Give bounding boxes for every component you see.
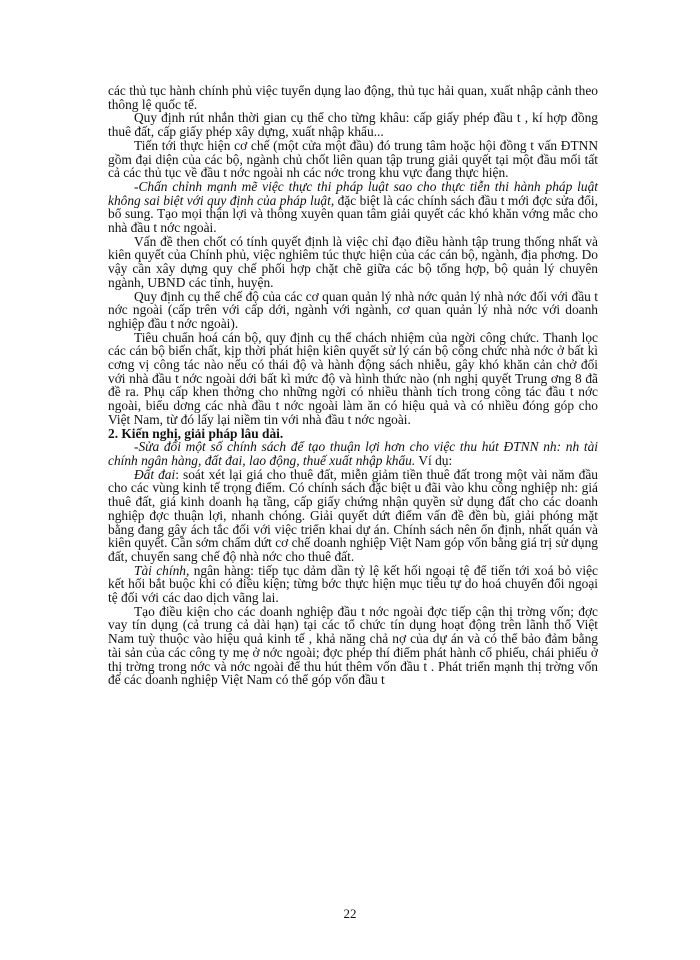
paragraph-p3 [108, 139, 598, 180]
italic-text-run: Đất đai [134, 466, 176, 482]
paragraph-p2 [108, 111, 598, 138]
document-body [108, 84, 598, 687]
italic-text-run: -Sửa đổi một số chính sách để tạo thuận lợi hơn cho việc thu hút ĐTNN nh: nh tài chính ngân hàng, đất đai, lao động, thuế xuất nhập khẩu. [108, 439, 598, 468]
paragraph-p5 [108, 235, 598, 290]
paragraph-p9 [108, 440, 598, 467]
paragraph-p10 [108, 468, 598, 564]
text-run: Vấn đề then chốt có tính quyết định là việc chỉ đạo điều hành tập trung thống nhất và kiên quyết của Chính phủ, việc nghiêm túc thực hiện của các cán bộ, ngành, địa phơng. Do vậy cần xây dựng quy chế phối hợp chặt chẽ giữa các bộ tổng hợp, bộ quản lý chuyên ngành, UBND các tỉnh, huyện. [108, 233, 598, 290]
text-run: : soát xét lại giá cho thuê đất, miễn giảm tiền thuê đất trong một vài năm đầu cho các vùng kinh tế trọng điểm. Có chính sách đặc biệt u đãi vào khu công nghiệp nh: giá thuê đất, giá kinh doanh hạ tầng, cấp giấy chứng nhận quyền sử dụng đất cho các doanh nghiệp đợc thuận lợi, nhanh chóng. Giải quyết dứt điểm vấn đề đền bù, giải phóng mặt bằng đang gây ách tắc đối với việc triển khai dự án. Chính sách nên ổn định, nhất quán và kiên quyết. Cần sớm chấm dứt cơ chế doanh nghiệp Việt Nam góp vốn bằng giá trị sử dụng đất, chuyển sang chế độ nhà nớc cho thuê đất. [108, 466, 598, 564]
text-run: 2. Kiến nghị, giải pháp lâu dài. [108, 425, 284, 441]
paragraph-p4 [108, 180, 598, 235]
italic-text-run: Tài chính [134, 562, 186, 578]
text-run: Quy định cụ thể chế độ của các cơ quan quản lý nhà nớc quản lý nhà nớc đối với đầu t nớc ngoài (cấp trên với cấp dới, ngành với ngành, cơ quan quản lý nhà nớc với doanh nghiệp đầu t nớc ngoài). [108, 288, 598, 331]
italic-text-run: -Chấn chỉnh mạnh mẽ việc thực thi pháp luật sao cho thực tiễn thi hành pháp luật không sai biệt với quy định của pháp luật, [108, 178, 598, 208]
text-run: , ngân hàng: tiếp tục dảm dần tỷ lệ kết hối ngoại tệ để tiến tới xoá bỏ việc kết hối bắt buộc khi có điều kiện; từng bớc thực hiện mục tiêu tự do hoá chuyển đổi ngoại tệ đối với các dao dịch vãng lai. [108, 562, 598, 606]
text-run: Tiến tới thực hiện cơ chế (một cửa một đầu) đó trung tâm hoặc hội đồng t vấn ĐTNN gồm đại diện của các bộ, ngành chủ chốt liên quan tập trung giải quyết tại một đầu mối tất cả các thủ tục về đầu t nớc ngoài nh các nớc trong khu vực đang thực hiện. [108, 137, 598, 181]
text-run: Tạo điều kiện cho các doanh nghiệp đầu t nớc ngoài đợc tiếp cận thị trờng vốn; đợc vay tín dụng (cả trung cả dài hạn) tại các tổ chức tín dụng hoạt động trên lãnh thổ Việt Nam tuỳ thuộc vào hiệu quả kinh tế , khả năng chả nợ của dự án và có thể bảo đảm bằng tài sản của các công ty mẹ ở nớc ngoài; đợc phép thí điểm phát hành cổ phiếu, chái phiếu ở thị trờng trong nớc và nớc ngoài để thu hút thêm vốn đầu t . Phát triển mạnh thị trờng vốn để các doanh nghiệp Việt Nam có thể góp vốn đầu t [108, 603, 598, 688]
text-run: đặc biệt là các chính sách đầu t mới đợc sửa đổi, bổ sung. Tạo mọi thận lợi và thông xuyên quan tâm giải quyết các khó khăn vớng mắc cho nhà đầu t nớc ngoài. [108, 192, 598, 236]
text-run: Quy định rút nhắn thời gian cụ thể cho từng khâu: cấp giấy phép đầu t , kí hợp đồng thuê đất, cấp giấy phép xây dựng, xuất nhập khẩu... [108, 110, 598, 140]
paragraph-p12 [108, 605, 598, 687]
paragraph-p1 [108, 84, 598, 111]
paragraph-p6 [108, 290, 598, 331]
page-number: 22 [343, 906, 357, 921]
section-heading [108, 427, 598, 441]
paragraph-p7 [108, 331, 598, 427]
text-run: các thủ tục hành chính phủ việc tuyển dụng lao động, thủ tục hải quan, xuất nhập cảnh theo thông lệ quốc tế. [108, 83, 598, 112]
paragraph-p11 [108, 564, 598, 605]
text-run: Tiêu chuẩn hoá cán bộ, quy định cụ thể chách nhiệm của ngời công chức. Thanh lọc các cán bộ biến chất, kịp thời phát hiện kiên quyết sử lý cán bộ công chức nhà nớc ở bất kì cơng vị công tác nào nếu có thái độ và hành động sách nhiễu, gây khó khăn cản chở đối với nhà đầu t nớc ngoài dới bất kì mức độ và hình thức nào (nh nghị quyết Trung ơng 8 đã đề ra. Phụ cấp khen thởng cho những ngời có nhiều thành tích trong công tác đầu t nớc ngoài, biểu dơng các nhà đầu t nớc ngoài làm ăn có hiệu quả và có nhiều đóng góp cho Việt Nam, từ đó lấy lại niềm tin với nhà đầu t nớc ngoài. [108, 329, 598, 427]
text-run: Ví dụ: [415, 452, 453, 468]
